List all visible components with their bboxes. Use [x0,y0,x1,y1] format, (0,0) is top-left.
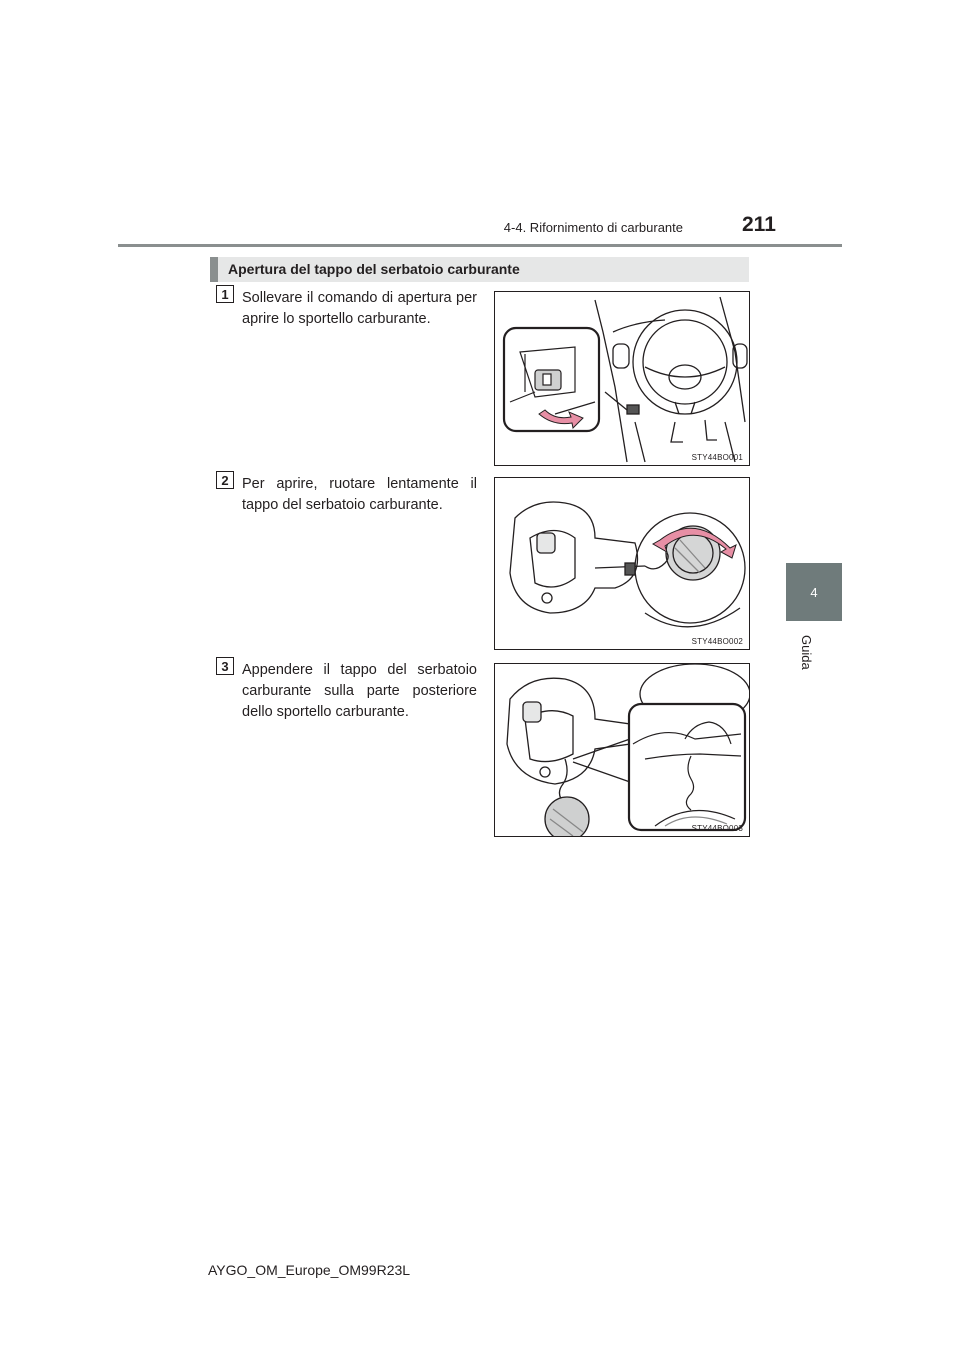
figure-code-3: STY44BO003 [691,824,743,833]
chapter-number: 4 [810,584,818,600]
page-number: 211 [742,213,776,236]
figure-step-1 [494,291,750,466]
dashboard-illustration [495,292,750,466]
chapter-label-text: Guida [799,635,814,670]
section-header [210,257,749,282]
step-text-1: Sollevare il comando di apertura per aprire lo sportello carburante. [242,290,477,327]
running-header: 4-4. Rifornimento di carburante [503,220,683,235]
section-header-bar [210,257,218,282]
footer-doc-id: AYGO_OM_Europe_OM99R23L [208,1262,411,1278]
figure-code-1: STY44BO001 [691,453,743,462]
figure-step-2 [494,477,750,650]
chapter-label [786,625,842,675]
cap-hanging-illustration [495,664,750,837]
fuel-door-illustration [495,478,750,650]
step-text-3: Appendere il tappo del serbatoio carburante sulla parte posteriore dello sportello carburante. [242,662,477,720]
step-number-3: 3 [216,657,234,675]
step-number-1: 1 [216,285,234,303]
header-rule [118,244,842,247]
chapter-tab [786,563,842,621]
step-text-2: Per aprire, ruotare lentamente il tappo del serbatoio carburante. [242,476,477,513]
figure-code-2: STY44BO002 [691,637,743,646]
section-title: Apertura del tappo del serbatoio carburante [228,261,520,277]
figure-step-3 [494,663,750,837]
step-number-2: 2 [216,471,234,489]
